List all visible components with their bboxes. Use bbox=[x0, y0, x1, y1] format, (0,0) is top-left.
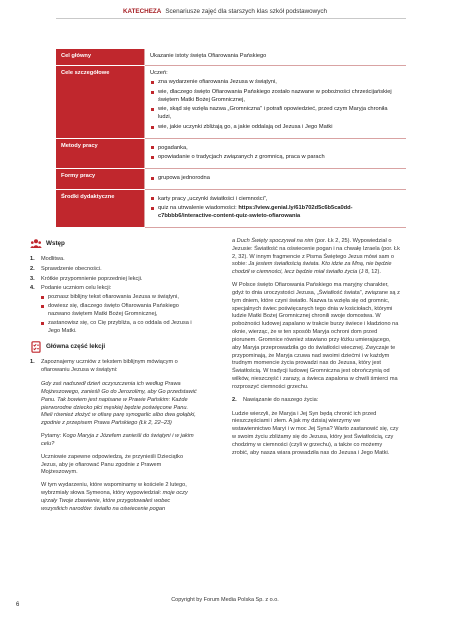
list-item: zna wydarzenie ofiarowania Jezusa w świątyni, bbox=[150, 79, 401, 87]
list-item: wie, dlaczego święto Ofiarowania Pańskiego zostało nazwane w pobożności chrześcijańskiej świętem Matki Bożej Gromnicznej, bbox=[150, 89, 401, 104]
table-row bbox=[56, 189, 406, 227]
row-value bbox=[145, 189, 407, 227]
quiz-link[interactable]: https://view.genial.ly/61b702d5c6b5ca0dd-c7bbbb6/interactive-content-quiz-swieto-ofiarowania bbox=[158, 205, 353, 219]
lesson-plan-table bbox=[56, 49, 406, 228]
list-item bbox=[30, 276, 198, 284]
row-value bbox=[145, 65, 407, 138]
paragraph-text: (por. Łk 2, 25). Wypowiedział o Jezusie: Światłość na oświecenie pogan i na chwałę Izraela (por. Łk 2, 32). W innym fragmencie z Pisma Świętego Jezus mówi sam o sobie: bbox=[232, 238, 400, 268]
row-value bbox=[145, 138, 407, 168]
copyright: Copyright by Forum Media Polska Sp. z o.o. bbox=[171, 597, 279, 603]
paragraph: Uczniowie zapewne odpowiedzą, że przynieśli Dzieciątko Jezus, aby je ofiarować Panu zgodnie z Prawem Mojżeszowym. bbox=[41, 453, 184, 476]
row-label: Metody pracy bbox=[56, 138, 145, 168]
list-item: karty pracy „uczynki światłości i ciemności”, bbox=[150, 196, 401, 204]
list-item: pogadanka, bbox=[150, 145, 401, 153]
main-steps bbox=[30, 359, 198, 375]
paragraph-lead: W tym wydarzeniu, które wspominamy w kościele 2 lutego, wybrzmiały słowa Symeona, który wypowiedział: bbox=[41, 482, 187, 497]
row-intro: Uczeń: bbox=[150, 69, 168, 76]
paragraph: Ludzie wierzyli, że Maryja i Jej Syn będą chronić ich przed nieszczęściami i złem. A jak my dzisiaj wierzymy we wstawiennictwo Maryi i w moc Jej Syna? Warto zastanowić się, czy w swoim życiu zbliżamy się do Jezusa, który jest Światłością, czy chodzimy w ciemności (czyli w grzechu), a także co możemy zrobić, aby nasza wiara prowadziła nas do Jezusa i Jego Matki. bbox=[232, 410, 399, 456]
quiz-prefix: quiz na utrwalenie wiadomości: bbox=[158, 205, 239, 212]
list-item bbox=[30, 256, 198, 264]
page-number: 6 bbox=[16, 602, 20, 608]
list-item bbox=[30, 359, 198, 375]
goal-list bbox=[150, 79, 401, 131]
list-item: dowiesz się, dlaczego święto Ofiarowania Pańskiego nazwano świętem Matki Bożej Gromnicznej, bbox=[41, 303, 198, 319]
main-steps-cont bbox=[232, 397, 400, 405]
step-number: 2. bbox=[30, 265, 35, 272]
list-item: poznasz biblijny tekst ofiarowania Jezusa w świątyni, bbox=[41, 294, 198, 302]
paragraph-text: (J 8, 12). bbox=[357, 269, 381, 276]
step-text: Krótkie przypomnienie poprzedniej lekcji. bbox=[41, 275, 143, 282]
step-text: Sprawdzenie obecności. bbox=[41, 265, 102, 272]
list-item: zastanowisz się, co Cię przybliża, a co oddala od Jezusa i Jego Matki. bbox=[41, 320, 198, 336]
section-title: Główna część lekcji bbox=[46, 343, 106, 351]
row-label: Cele szczegółowe bbox=[56, 65, 145, 138]
list-item bbox=[30, 266, 198, 274]
step-number: 4. bbox=[30, 285, 35, 292]
question bbox=[41, 433, 198, 449]
right-column bbox=[232, 238, 400, 463]
paragraph-quote: moje oczy ujrzały Twoje zbawienie, które przygotowałeś wobec wszystkich narodów: światło na oświecenie pogan bbox=[41, 490, 188, 512]
intro-steps bbox=[30, 256, 198, 335]
list-item: wie, jakie uczynki zbliżają go, a jakie oddalają od Jezusa i Jego Matki bbox=[150, 124, 401, 132]
step-number: 3. bbox=[30, 275, 35, 282]
list-item: grupowa jednorodna bbox=[150, 175, 401, 183]
paragraph bbox=[41, 482, 198, 513]
question-prefix: Pytamy: bbox=[41, 433, 63, 440]
table-row bbox=[56, 138, 406, 168]
group-people-icon bbox=[30, 238, 42, 250]
left-column bbox=[30, 238, 198, 519]
step-number: 1. bbox=[30, 359, 35, 366]
page-header bbox=[0, 8, 450, 15]
table-row bbox=[56, 168, 406, 189]
step-text: Zapoznajemy uczniów z tekstem biblijnym mówiącym o ofiarowaniu Jezusa w świątyni: bbox=[41, 359, 178, 374]
row-label: Cel główny bbox=[56, 49, 145, 65]
paragraph bbox=[232, 238, 400, 277]
paragraph-quote: Ja jestem światłością świata. Kto idzie za Mną, nie będzie chodził w ciemności, lecz będzie miał światło życia bbox=[232, 261, 392, 276]
list-item bbox=[232, 397, 400, 405]
lesson-checklist-icon bbox=[30, 341, 42, 353]
step-number: 2. bbox=[232, 396, 237, 403]
paragraph-quote: a Duch Święty spoczywał na nim bbox=[232, 238, 314, 244]
row-value: Ukazanie istoty święta Ofiarowania Pańskiego bbox=[145, 49, 407, 65]
bible-quote: Gdy zaś nadszedł dzień oczyszczenia ich według Prawa Mojżeszowego, zanieśli Go do Jerozolimy, aby Go przedstawić Panu. Tak bowiem jest napisane w Prawie Pańskim: Każde pierworodne dziecko płci męskiej będzie poświęcone Panu. Mieli również złożyć w ofiarę parę synogarlic albo dwa gołąbki, zgodnie z przepisem Prawa Pańskiego (Łk 2, 22–23) bbox=[41, 381, 197, 427]
list-item: wie, skąd się wzięła nazwa „Gromniczna” i potrafi opowiedzieć, przed czym Maryja chroniła ludzi, bbox=[150, 106, 401, 121]
row-label: Środki dydaktyczne bbox=[56, 189, 145, 227]
list-item bbox=[30, 285, 198, 335]
step-number: 1. bbox=[30, 256, 35, 262]
table-row bbox=[56, 49, 406, 65]
step-text: Podanie uczniom celu lekcji: bbox=[41, 285, 112, 292]
lesson-goals bbox=[41, 294, 198, 335]
list-item: opowiadanie o tradycjach związanych z gromnicą, praca w parach bbox=[150, 154, 401, 162]
list-item bbox=[150, 205, 401, 220]
materials-list bbox=[150, 196, 401, 221]
form-list bbox=[150, 175, 401, 183]
question-text: Kogo Maryja z Józefem zanieśli do świątyni i w jakim celu? bbox=[41, 433, 194, 447]
paragraph: W Polsce święto Ofiarowania Pańskiego ma maryjny charakter, gdyż to dnia uroczystości Jezusa, „Światłość świata”, związane są z tym dniem, które czyni światło. Nazwa ta wzięła się od gromnic, specjalnych świec poświęcanych tego dnia w kościołach, którymi ludzie Matki Bożej Gromnicznej chronili swoje domostwa. W pobożności ludowej zapalano w trakcie burzy świece i kładziono na oknie, wierząc, że w ten sposób Maryja ochroni dom przed piorunem. Gromnice również stawiano przy łóżku umierającego, aby Maryja przeprowadziła go do światłości wiecznej. Zwyczaje te przypominają, że Maryja czuwa nad swoimi dziećmi i w każdym trudnym momencie życia prowadzi nas do Jezusa, który jest Światłością. W tradycji ludowej Gromniczna jest obrończynią od wilków, nieszczęść i zarazy, a świeca zapalona w chwili śmierci ma rozproszyć ciemności grzechu. bbox=[232, 282, 400, 390]
header-brand: KATECHEZA bbox=[122, 8, 162, 15]
section-title: Wstęp bbox=[46, 239, 65, 247]
intro-heading bbox=[30, 238, 198, 250]
method-list bbox=[150, 145, 401, 162]
header-divider bbox=[56, 18, 406, 19]
header-subtitle: Scenariusze zajęć dla starszych klas szkół podstawowych bbox=[165, 8, 328, 15]
row-label: Formy pracy bbox=[56, 168, 145, 189]
main-heading bbox=[30, 341, 198, 353]
table-row bbox=[56, 65, 406, 138]
step-text: Modlitwa. bbox=[41, 256, 65, 262]
step-text: Nawiązanie do naszego życia: bbox=[243, 396, 319, 403]
row-value bbox=[145, 168, 407, 189]
